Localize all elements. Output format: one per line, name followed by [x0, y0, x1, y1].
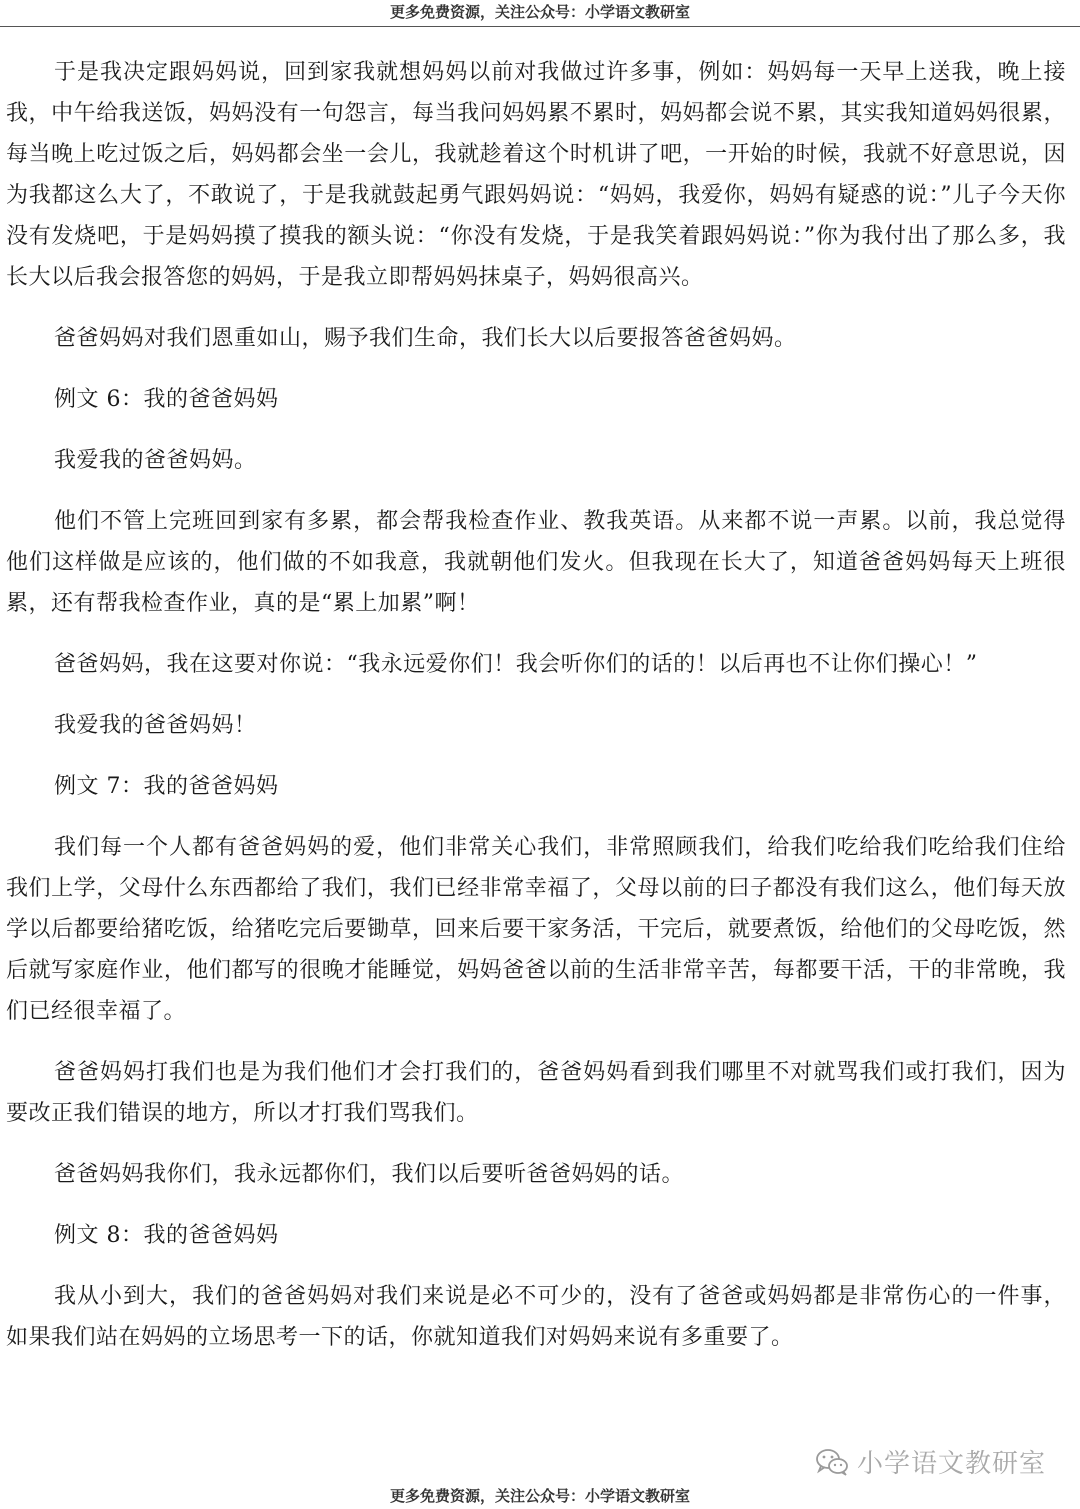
- paragraph-7: 我爱我的爸爸妈妈！: [54, 713, 257, 738]
- watermark-text: 小学语文教研室: [857, 1449, 1047, 1479]
- header-divider: [0, 26, 1080, 27]
- paragraph-10: 爸爸妈妈打我们也是为我们他们才会打我们的，爸爸妈妈看到我们哪里不对就骂我们或打我们，因为要改正我们错误的地方，所以才打我们骂我们。: [6, 1060, 1066, 1126]
- paragraph-11: 爸爸妈妈我你们，我永远都你们，我们以后要听爸爸妈妈的话。: [54, 1162, 685, 1187]
- paragraph-1: 于是我决定跟妈妈说，回到家我就想妈妈以前对我做过许多事，例如：妈妈每一天早上送我，晚上接我，中午给我送饭，妈妈没有一句怨言，每当我问妈妈累不累时，妈妈都会说不累，其实我知道妈妈很累，每当晚上吃过饭之后，妈妈都会坐一会儿，我就趁着这个时机讲了吧，一开始的时候，我就不好意思说，因为我都这么大了，不敢说了，于是我就鼓起勇气跟妈妈说：“妈妈，我爱你，妈妈有疑惑的说：”儿子今天你没有发烧吧，于是妈妈摸了摸我的额头说：“你没有发烧，于是我笑着跟妈妈说：”你为我付出了那么多，我长大以后我会报答您的妈妈，于是我立即帮妈妈抹桌子，妈妈很高兴。: [6, 60, 1066, 290]
- paragraph-13: 我从小到大，我们的爸爸妈妈对我们来说是必不可少的，没有了爸爸或妈妈都是非常伤心的一件事，如果我们站在妈妈的立场思考一下的话，你就知道我们对妈妈来说有多重要了。: [6, 1284, 1066, 1350]
- document-body: [6, 52, 1066, 1378]
- wechat-icon: [815, 1447, 849, 1477]
- paragraph-6: 爸爸妈妈，我在这要对你说：“我永远爱你们！我会听你们的话的！以后再也不让你们操心！”: [54, 652, 978, 677]
- example-7-title: 例文 7：我的爸爸妈妈: [54, 774, 279, 799]
- example-6-title: 例文 6：我的爸爸妈妈: [54, 387, 279, 412]
- paragraph-5: 他们不管上完班回到家有多累，都会帮我检查作业、教我英语。从来都不说一声累。以前，我总觉得他们这样做是应该的，他们做的不如我意，我就朝他们发火。但我现在长大了，知道爸爸妈妈每天上班很累，还有帮我检查作业，真的是“累上加累”啊！: [6, 509, 1066, 616]
- example-8-title: 例文 8：我的爸爸妈妈: [54, 1223, 279, 1248]
- paragraph-9: 我们每一个人都有爸爸妈妈的爱，他们非常关心我们，非常照顾我们，给我们吃给我们吃给我们住给我们上学，父母什么东西都给了我们，我们已经非常幸福了，父母以前的曰子都没有我们这么，他们每天放学以后都要给猪吃饭，给猪吃完后要锄草，回来后要干家务活，干完后，就要煮饭，给他们的父母吃饭，然后就写家庭作业，他们都写的很晚才能睡觉，妈妈爸爸以前的生活非常辛苦，每都要干活，干的非常晚，我们已经很幸福了。: [6, 835, 1066, 1024]
- page-header: 更多免费资源，关注公众号：小学语文教研室: [389, 3, 690, 21]
- paragraph-4: 我爱我的爸爸妈妈。: [54, 448, 257, 473]
- watermark: [815, 1443, 1046, 1480]
- page-footer: 更多免费资源，关注公众号：小学语文教研室: [389, 1487, 690, 1505]
- paragraph-2: 爸爸妈妈对我们恩重如山，赐予我们生命，我们长大以后要报答爸爸妈妈。: [54, 326, 797, 351]
